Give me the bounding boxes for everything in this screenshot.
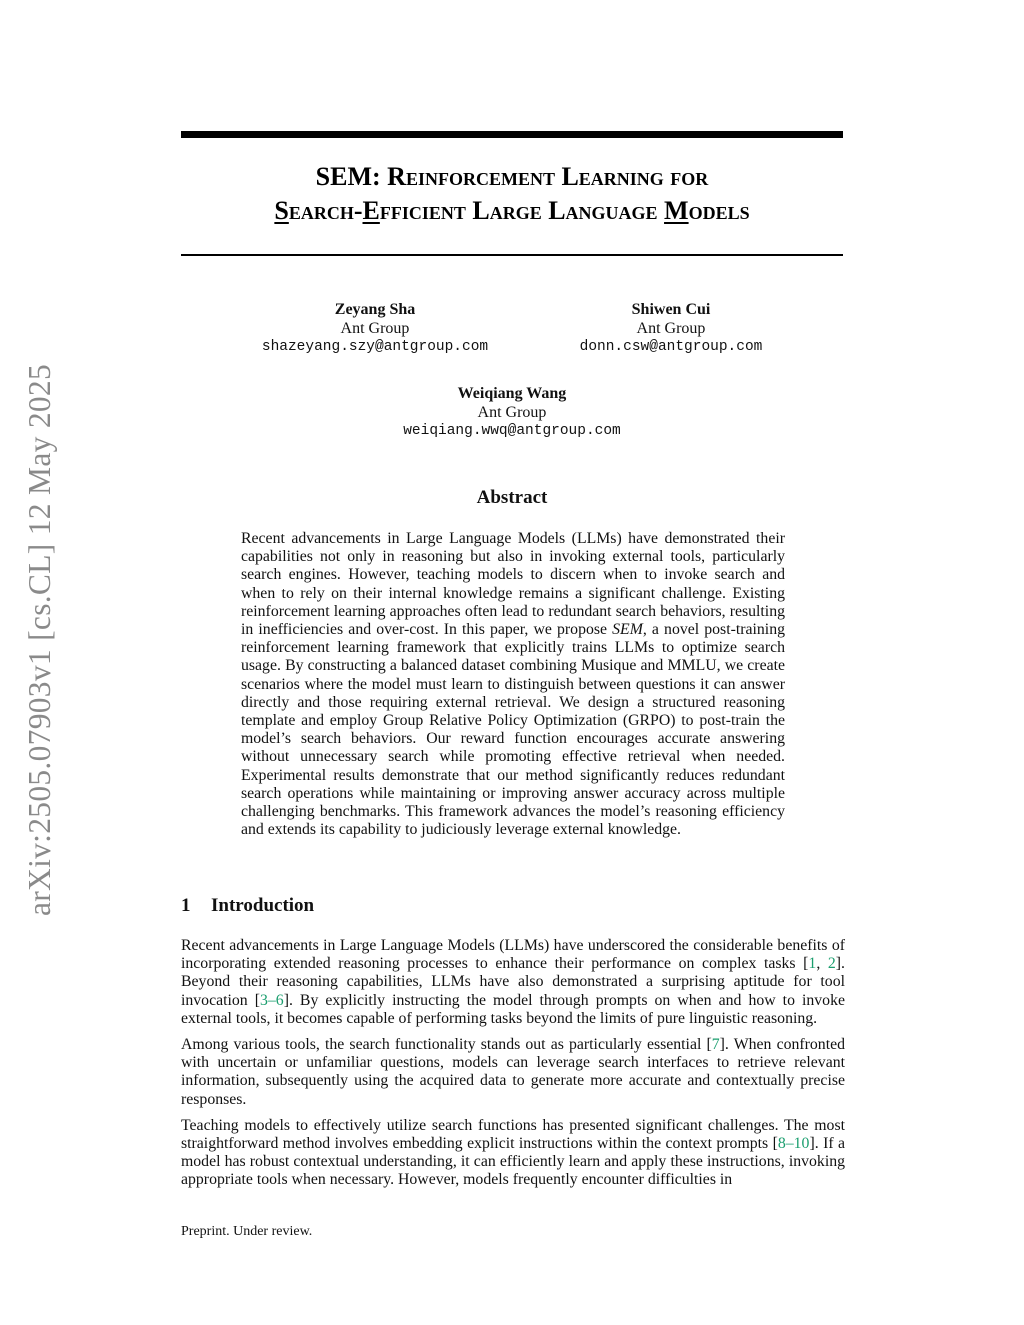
author-block — [491, 301, 851, 357]
title-segment: odels — [688, 196, 750, 225]
author-name: Zeyang Sha — [334, 301, 416, 318]
section-title: Introduction — [211, 895, 315, 916]
author-name: Shiwen Cui — [631, 301, 711, 318]
paragraph-text: ]. When confronted with uncertain or unfamiliar questions, models can leverage search interfaces to retrieve relevant information, subsequently using the acquired data to generate more accurate and contextually precise responses. — [181, 1036, 845, 1108]
abstract-heading: Abstract — [476, 487, 548, 508]
author-affiliation: Ant Group — [477, 403, 547, 421]
citation-link[interactable]: 8–10 — [777, 1135, 810, 1153]
paragraph — [181, 1036, 845, 1109]
title-line-1: SEM: Reinforcement Learning for — [315, 162, 709, 191]
author-block — [332, 385, 692, 441]
title-line-2 — [181, 194, 843, 228]
section-number: 1 — [181, 895, 191, 916]
title-acronym-letter: S — [274, 196, 289, 225]
paragraph — [181, 1117, 845, 1190]
author-email[interactable]: donn.csw@antgroup.com — [579, 339, 763, 355]
title-segment: earch- — [288, 196, 363, 225]
citation-link[interactable]: 7 — [711, 1036, 720, 1054]
abstract-text-part: Recent advancements in Large Language Models (LLMs) have demonstrated their capabilities not only in reasoning but also in invoking external tools, particularly search engines. However, teaching models to discern when to invoke search and when to rely on their internal knowledge remains a significant challenge. Existing reinforcement learning approaches often lead to redundant search behaviors, resulting in inefficiencies and over-cost. In this paper, we propose — [241, 530, 785, 639]
author-email[interactable]: shazeyang.szy@antgroup.com — [261, 339, 489, 355]
title-acronym-letter: M — [664, 196, 689, 225]
abstract-text — [241, 530, 785, 839]
paragraph-text: ]. By explicitly instructing the model through prompts on when and how to invoke external tools, it becomes capable of performing tasks beyond the limits of pure linguistic reasoning. — [181, 991, 845, 1027]
author-email[interactable]: weiqiang.wwq@antgroup.com — [403, 423, 621, 439]
author-affiliation: Ant Group — [636, 319, 706, 337]
title-rule-bottom — [181, 254, 843, 256]
author-affiliation: Ant Group — [340, 319, 410, 337]
abstract-text-part: , a novel post-training reinforcement learning framework that explicitly trains LLMs to optimize search usage. By constructing a balanced dataset combining Musique and MMLU, we create scenarios where the model must learn to distinguish between questions it can answer directly and those requiring external retrieval. We design a structured reasoning template and employ Group Relative Policy Optimization (GRPO) to post-train the model’s search behaviors. Our reward function encourages accurate answering without unnecessary search while promoting effective retrieval when needed. Experimental results demonstrate that our method significantly reduces redundant search operations while maintaining or improving answer accuracy across multiple challenging benchmarks. This framework advances the model’s reasoning efficiency and extends its capability to judiciously leverage external knowledge. — [241, 621, 785, 839]
paragraph-text: Recent advancements in Large Language Models (LLMs) have underscored the considerable benefits of incorporating extended reasoning processes to enhance their performance on complex tasks [ — [181, 937, 845, 973]
citation-link[interactable]: 3–6 — [259, 991, 284, 1009]
author-name: Weiqiang Wang — [457, 385, 567, 402]
citation-link[interactable]: 1 — [808, 955, 817, 973]
paragraph-text: Teaching models to effectively utilize search functions has presented significant challenges. The most straightforward method involves embedding explicit instructions within the context prompts [ — [181, 1116, 845, 1153]
paper-title — [181, 160, 843, 228]
introduction-body — [181, 937, 845, 1198]
citation-link[interactable]: 2 — [827, 955, 836, 973]
title-rule-top — [181, 131, 843, 138]
title-segment: fficient Large Language — [379, 196, 665, 225]
paragraph-text: Among various tools, the search functionality stands out as particularly essential [ — [181, 1036, 712, 1054]
footer-note: Preprint. Under review. — [181, 1224, 313, 1239]
method-name: SEM — [612, 621, 643, 639]
section-heading-introduction — [181, 895, 314, 917]
arxiv-identifier: arXiv:2505.07903v1 [cs.CL] 12 May 2025 — [22, 363, 57, 917]
paragraph-text: ]. If a model has robust contextual understanding, it can efficiently learn and apply these instructions, invoking appropriate tools when necessary. However, models frequently encounter difficulties in — [181, 1135, 846, 1189]
paragraph-text: ]. Beyond their reasoning capabilities, LLMs have also demonstrated a surprising aptitude for tool invocation [ — [181, 955, 845, 1009]
paragraph-text: , — [816, 955, 828, 973]
title-acronym-letter: E — [362, 196, 380, 225]
paragraph — [181, 937, 845, 1028]
